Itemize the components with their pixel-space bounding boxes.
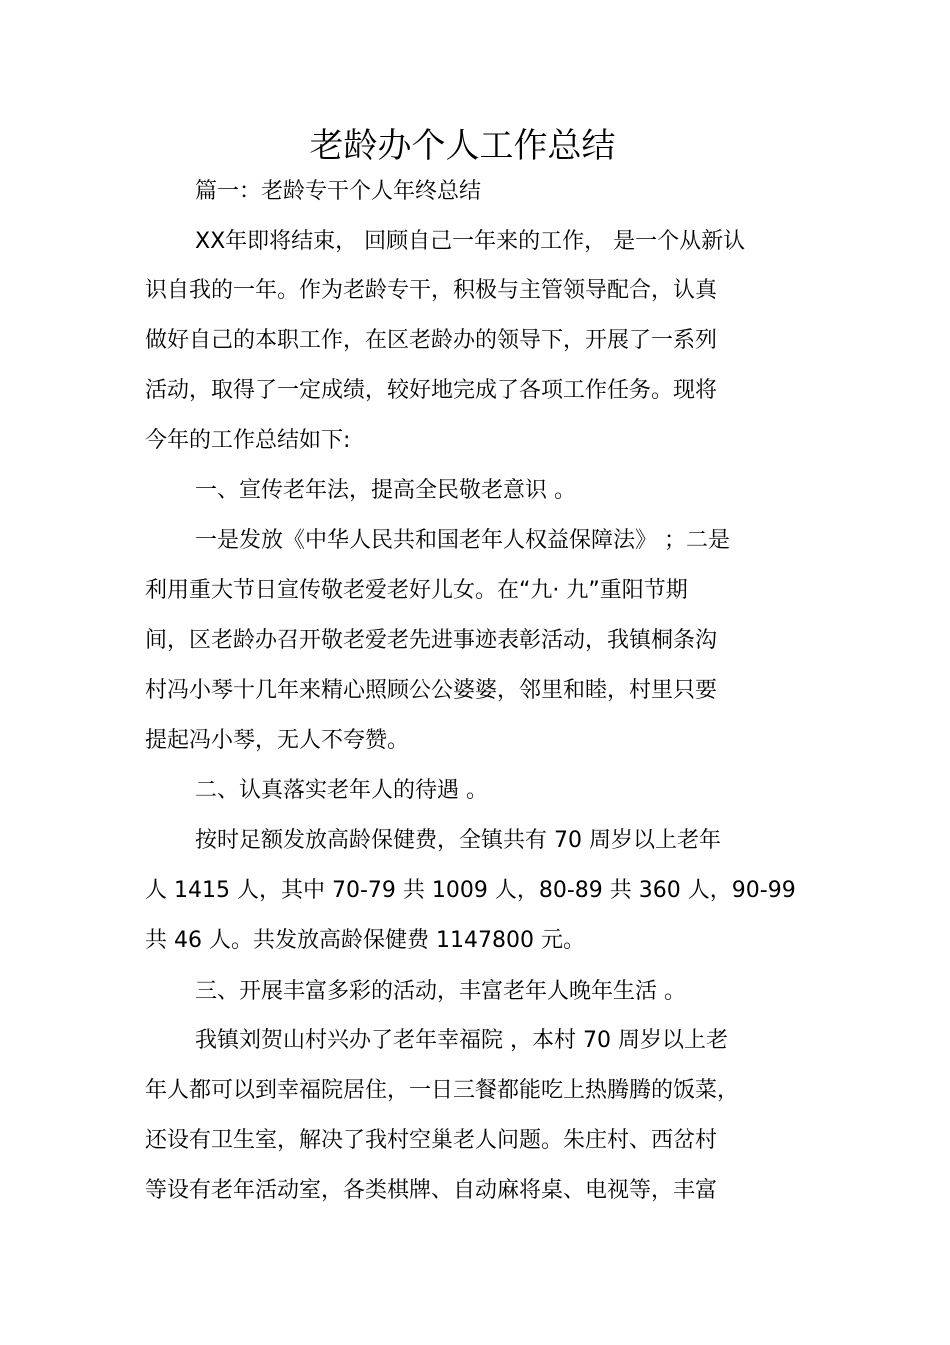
body-line: 做好自己的本职工作，在区老龄办的领导下，开展了一系列 (145, 328, 718, 353)
section-heading-1: 一、宣传老年法，提高全民敬老意识 。 (195, 478, 576, 503)
body-line: 活动，取得了一定成绩，较好地完成了各项工作任务。现将 (145, 378, 718, 403)
body-line: 等设有老年活动室，各类棋牌、自动麻将桌、电视等，丰富 (145, 1178, 718, 1203)
body-line: 我镇刘贺山村兴办了老年幸福院 ，本村 70 周岁以上老 (195, 1028, 728, 1053)
body-line: 共 46 人。共发放高龄保健费 1147800 元。 (145, 928, 585, 953)
body-line: 间，区老龄办召开敬老爱老先进事迹表彰活动，我镇桐条沟 (145, 628, 718, 653)
body-line: 村冯小琴十几年来精心照顾公公婆婆，邻里和睦，村里只要 (145, 678, 718, 703)
body-line: 提起冯小琴，无人不夸赞。 (145, 728, 410, 753)
body-line: XX年即将结束， 回顾自己一年来的工作， 是一个从新认 (195, 229, 746, 254)
body-line: 利用重大节日宣传敬老爱老好儿女。在“九· 九”重阳节期 (145, 578, 688, 603)
subtitle: 篇一：老龄专干个人年终总结 (195, 179, 482, 204)
body-line: 按时足额发放高龄保健费，全镇共有 70 周岁以上老年 (195, 828, 721, 853)
section-heading-2: 二、认真落实老年人的待遇 。 (195, 778, 488, 803)
body-line: 人 1415 人，其中 70-79 共 1009 人，80-89 共 360 人，90-99 (145, 878, 796, 903)
section-heading-3: 三、开展丰富多彩的活动，丰富老年人晚年生活 。 (195, 979, 686, 1004)
body-line: 今年的工作总结如下: (145, 428, 351, 453)
body-line: 识自我的一年。作为老龄专干，积极与主管领导配合，认真 (145, 278, 718, 303)
body-line: 一是发放《中华人民共和国老年人权益保障法》 ；二是 (195, 528, 730, 553)
body-line: 年人都可以到幸福院居住，一日三餐都能吃上热腾腾的饭菜， (145, 1078, 740, 1103)
document-title: 老龄办个人工作总结 (309, 126, 616, 166)
body-line: 还设有卫生室，解决了我村空巢老人问题。朱庄村、西岔村 (145, 1128, 718, 1153)
